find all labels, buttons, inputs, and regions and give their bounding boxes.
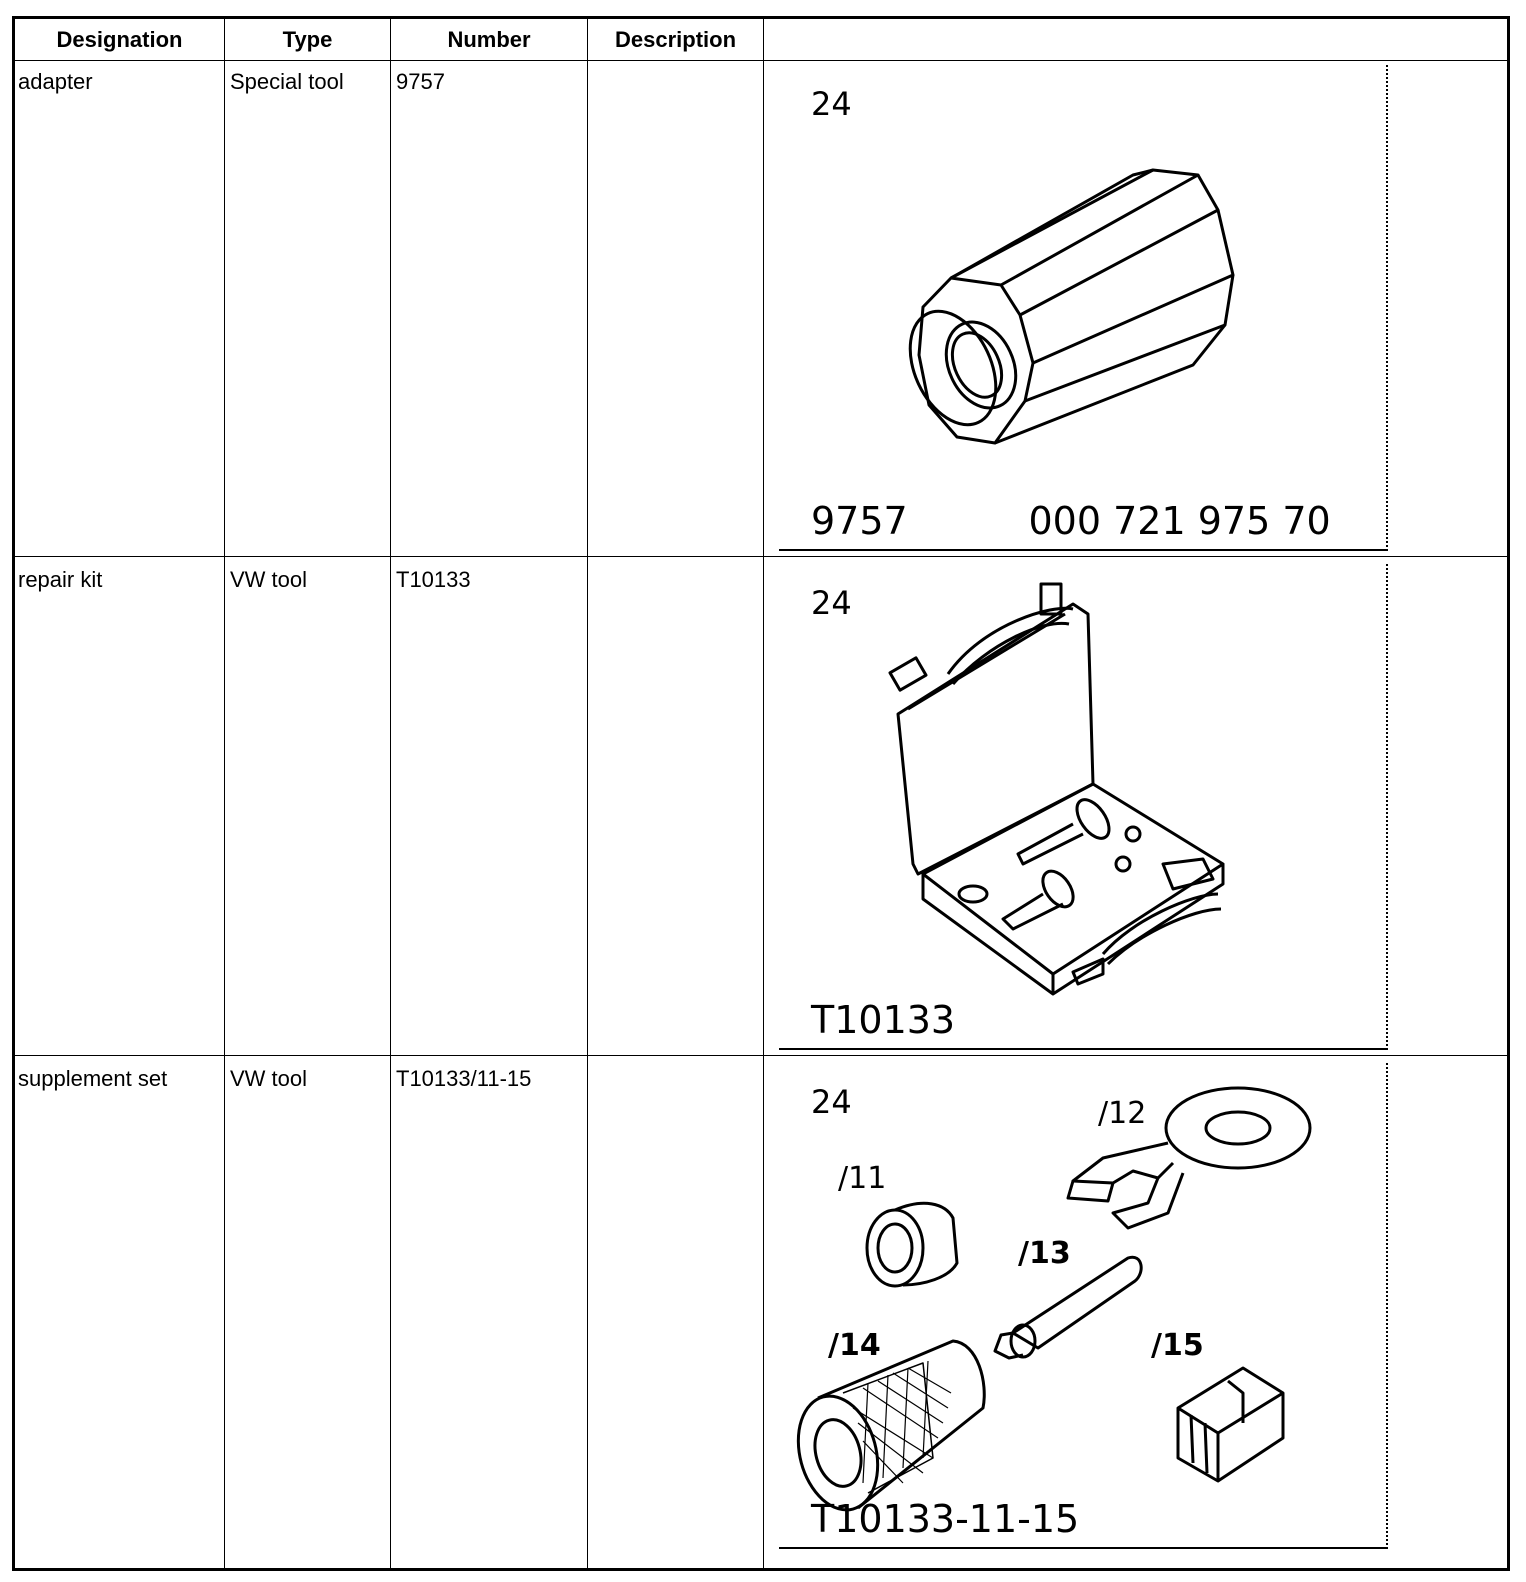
row2-designation: repair kit <box>18 567 103 592</box>
col-divider <box>390 19 391 1568</box>
col-divider <box>763 19 764 1568</box>
figure-caption: 9757 000 721 975 70 <box>811 499 1331 543</box>
row-divider <box>15 1055 1507 1056</box>
figure-index: 24 <box>811 584 852 622</box>
supplement-set-figure <box>773 1063 1388 1549</box>
part-label-12: /12 <box>1098 1096 1147 1131</box>
col-divider <box>587 19 588 1568</box>
part-label-15: /15 <box>1151 1328 1204 1363</box>
row2-type: VW tool <box>230 567 308 592</box>
header-designation: Designation <box>56 27 183 52</box>
col-divider <box>224 19 225 1568</box>
row1-number: 9757 <box>396 69 445 94</box>
figure-caption: T10133 <box>811 998 956 1042</box>
figure-index: 24 <box>811 1083 852 1121</box>
repair-kit-figure <box>773 564 1388 1050</box>
adapter-figure <box>773 65 1388 551</box>
repair-kit-case-drawing <box>773 564 1383 1044</box>
header-type: Type <box>282 27 333 52</box>
row1-type: Special tool <box>230 69 344 94</box>
part-label-11: /11 <box>838 1161 887 1196</box>
adapter-drawing <box>773 65 1383 545</box>
figure-caption: T10133-11-15 <box>811 1497 1080 1541</box>
row2-number: T10133 <box>396 567 471 592</box>
part-label-14: /14 <box>828 1328 881 1363</box>
header-description: Description <box>614 27 737 52</box>
supplement-set-drawing <box>773 1063 1383 1543</box>
row3-number: T10133/11-15 <box>396 1066 532 1091</box>
part-label-13: /13 <box>1018 1236 1071 1271</box>
row3-type: VW tool <box>230 1066 308 1091</box>
header-number: Number <box>447 27 531 52</box>
figure-index: 24 <box>811 85 852 123</box>
tools-table <box>12 16 1510 1571</box>
row-divider <box>15 556 1507 557</box>
row3-designation: supplement set <box>18 1066 168 1091</box>
row1-designation: adapter <box>18 69 93 94</box>
